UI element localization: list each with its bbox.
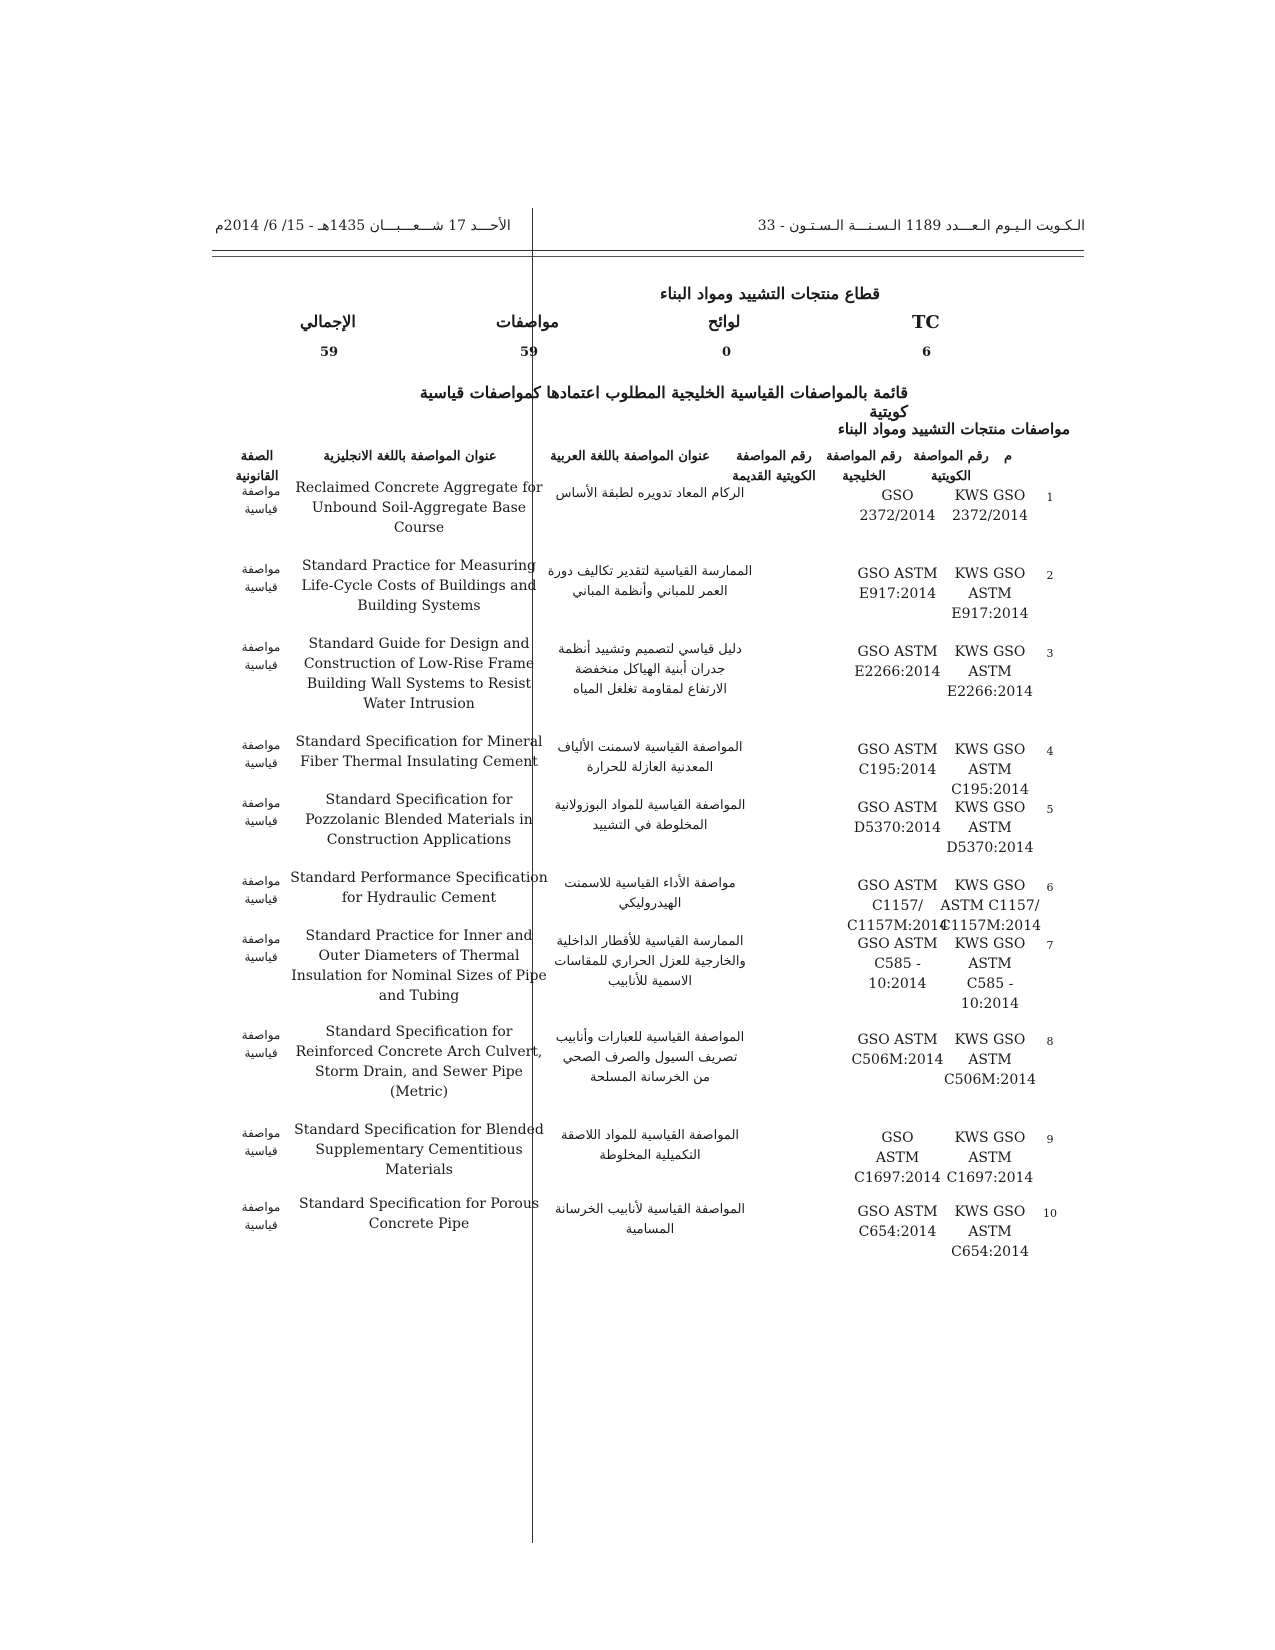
sector-title: قطاع منتجات التشييد ومواد البناء xyxy=(660,284,880,303)
english-title: Standard Guide for Design and Construction of Low-Rise Frame Building Wall Systems to Resist Water Intrusion xyxy=(303,636,535,712)
arabic-title: المواصفة القياسية لأنابيب الخرسانة المسامية xyxy=(554,1202,746,1237)
gso-number: GSO ASTM D5370:2014 xyxy=(853,800,942,836)
col-head-arabic-title: عنوان المواصفة باللغة العربية xyxy=(550,449,710,464)
english-title: Standard Performance Specification for Hydraulic Cement xyxy=(290,870,548,906)
col-head-gso: رقم المواصفة الخليجية xyxy=(826,449,902,484)
row-number: 1 xyxy=(1046,491,1054,504)
summary-tc-label: TC xyxy=(912,312,940,333)
english-title: Standard Specification for Reinforced Concrete Arch Culvert, Storm Drain, and Sewer Pipe (Metric) xyxy=(295,1024,543,1100)
english-title: Standard Specification for Mineral Fiber Thermal Insulating Cement xyxy=(295,734,543,770)
arabic-title: مواصفة الأداء القياسية للاسمنت الهيدروليكي xyxy=(564,876,736,911)
summary-total-value: 59 xyxy=(320,345,339,360)
summary-total-label: الإجمالي xyxy=(300,312,356,331)
list-title: قائمة بالمواصفات القياسية الخليجية المطلوب اعتمادها كمواصفات قياسية كويتية xyxy=(419,383,908,421)
english-title: Standard Practice for Inner and Outer Diameters of Thermal Insulation for Nominal Sizes of Pipe and Tubing xyxy=(291,928,547,1004)
gso-number: GSO 2372/2014 xyxy=(859,488,936,524)
col-head-num: م xyxy=(1003,449,1013,464)
legal-status: مواصفة قياسية xyxy=(241,796,281,828)
header-rule-thin xyxy=(212,256,1084,257)
arabic-title: الممارسة القياسية لتقدير تكاليف دورة العمر للمباني وأنظمة المباني xyxy=(547,564,753,599)
legal-status: مواصفة قياسية xyxy=(241,484,281,516)
row-number: 3 xyxy=(1046,647,1054,660)
col-head-legal-status: الصفة القانونية xyxy=(235,449,279,484)
legal-status: مواصفة قياسية xyxy=(241,874,281,906)
kws-number: KWS GSO ASTM C1157/ C1157M:2014 xyxy=(940,878,1042,934)
legal-status: مواصفة قياسية xyxy=(241,640,281,672)
row-number: 4 xyxy=(1046,745,1054,758)
summary-regs-value: 0 xyxy=(722,345,732,360)
summary-regs-label: لوائح xyxy=(708,312,741,331)
legal-status: مواصفة قياسية xyxy=(241,738,281,770)
summary-specs-value: 59 xyxy=(520,345,539,360)
arabic-title: المواصفة القياسية للمواد اللاصقة التكميلية المخلوطة xyxy=(560,1128,740,1163)
legal-status: مواصفة قياسية xyxy=(241,1200,281,1232)
legal-status: مواصفة قياسية xyxy=(241,1126,281,1158)
summary-tc-value: 6 xyxy=(922,345,932,360)
gso-number: GSO ASTM C1157/ C1157M:2014 xyxy=(846,878,949,934)
english-title: Standard Specification for Porous Concrete Pipe xyxy=(298,1196,540,1232)
arabic-title: المواصفة القياسية للعبارات وأنابيب تصريف السيول والصرف الصحي من الخرسانة المسلحة xyxy=(555,1030,745,1085)
gso-number: GSO ASTM C506M:2014 xyxy=(851,1032,944,1068)
kws-number: KWS GSO ASTM C1697:2014 xyxy=(946,1130,1034,1186)
gso-number: GSO ASTM C585 - 10:2014 xyxy=(857,936,938,992)
header-issue: الـكـويت الـيـوم الـعـــدد 1189 الـسـنـــة الـسـتـون - 33 xyxy=(757,218,1085,234)
gso-number: GSO ASTM E2266:2014 xyxy=(854,644,941,680)
col-head-english-title: عنوان المواصفة باللغة الانجليزية xyxy=(323,449,497,464)
gso-number: GSO ASTM E917:2014 xyxy=(857,566,938,602)
row-number: 6 xyxy=(1046,881,1054,894)
row-number: 9 xyxy=(1046,1133,1054,1146)
kws-number: KWS GSO ASTM C506M:2014 xyxy=(943,1032,1037,1088)
gso-number: GSO ASTM C195:2014 xyxy=(857,742,938,778)
row-number: 5 xyxy=(1046,803,1054,816)
header-date: الأحـــد 17 شـــعـــبـــان 1435هـ - 15/ 6/ 2014م xyxy=(215,218,511,234)
english-title: Reclaimed Concrete Aggregate for Unbound Soil-Aggregate Base Course xyxy=(295,480,543,536)
row-number: 2 xyxy=(1046,569,1054,582)
kws-number: KWS GSO ASTM C654:2014 xyxy=(951,1204,1029,1260)
section-title: مواصفات منتجات التشييد ومواد البناء xyxy=(837,420,1070,438)
header-rule xyxy=(212,250,1084,251)
arabic-title: دليل قياسي لتصميم وتشييد أنظمة جدران أبنية الهياكل منخفضة الارتفاع لمقاومة تغلغل المياه xyxy=(558,642,742,697)
row-number: 7 xyxy=(1046,939,1054,952)
english-title: Standard Practice for Measuring Life-Cycle Costs of Buildings and Building Systems xyxy=(301,558,537,614)
gso-number: GSO ASTM C654:2014 xyxy=(857,1204,938,1240)
kws-number: KWS GSO ASTM C195:2014 xyxy=(951,742,1029,798)
legal-status: مواصفة قياسية xyxy=(241,932,281,964)
arabic-title: المواصفة القياسية للمواد البوزولانية المخلوطة في التشييد xyxy=(554,798,746,833)
arabic-title: المواصفة القياسية لاسمنت الألياف المعدنية العازلة للحرارة xyxy=(557,740,743,775)
legal-status: مواصفة قياسية xyxy=(241,562,281,594)
kws-number: KWS GSO 2372/2014 xyxy=(952,488,1028,524)
legal-status: مواصفة قياسية xyxy=(241,1028,281,1060)
row-number: 8 xyxy=(1046,1035,1054,1048)
gso-number: GSO ASTM C1697:2014 xyxy=(854,1130,941,1186)
arabic-title: الركام المعاد تدويره لطبقة الأساس xyxy=(555,486,745,501)
summary-specs-label: مواصفات xyxy=(496,312,559,331)
col-head-kws: رقم المواصفة الكويتية xyxy=(913,449,989,484)
row-number: 10 xyxy=(1043,1207,1057,1220)
kws-number: KWS GSO ASTM E2266:2014 xyxy=(946,644,1034,700)
kws-number: KWS GSO ASTM D5370:2014 xyxy=(946,800,1034,856)
kws-number: KWS GSO ASTM E917:2014 xyxy=(951,566,1029,622)
arabic-title: الممارسة القياسية للأقطار الداخلية والخارجية للعزل الحراري للمقاسات الاسمية للأنابيب xyxy=(554,934,746,989)
english-title: Standard Specification for Pozzolanic Blended Materials in Construction Applications xyxy=(305,792,533,848)
kws-number: KWS GSO ASTM C585 - 10:2014 xyxy=(954,936,1026,1012)
col-head-old-kws: رقم المواصفة الكويتية القديمة xyxy=(732,449,816,484)
english-title: Standard Specification for Blended Supplementary Cementitious Materials xyxy=(294,1122,544,1178)
